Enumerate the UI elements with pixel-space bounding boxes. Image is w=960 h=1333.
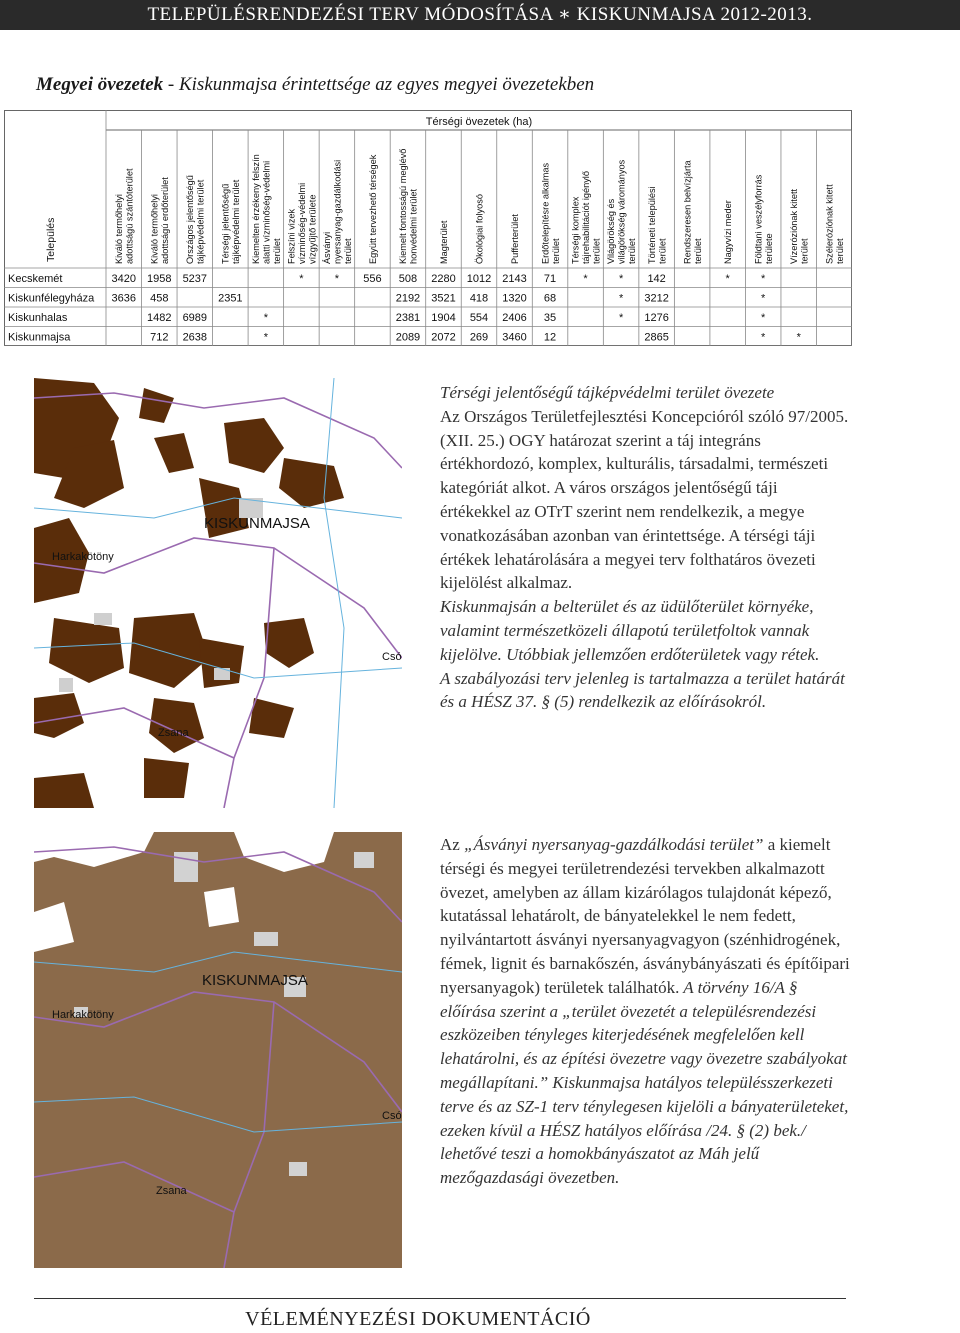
row-settlement: Kiskunfélegyháza bbox=[8, 292, 95, 305]
column-header: Együtt tervezhető térségek bbox=[367, 154, 378, 264]
row-settlement: Kiskunhalas bbox=[8, 311, 68, 324]
column-header: terület bbox=[342, 238, 353, 264]
column-header: terület bbox=[627, 238, 638, 264]
column-header: Nagyvízi meder bbox=[723, 200, 734, 264]
table-cell: 556 bbox=[363, 272, 382, 285]
column-header: adottságú szántóterület bbox=[124, 168, 135, 264]
column-header: világörökség várományos bbox=[616, 159, 627, 264]
column-header: Kiemelten érzékeny felszín bbox=[250, 154, 261, 264]
column-header: területe bbox=[763, 233, 774, 264]
landscape-italic-1: Kiskunmajsán a belterület és az üdülőterület környéke, valamint természetközeli állapotú területfoltok vannak kijelölve. Utóbbiak jellemzően erdőterületek vagy rétek. bbox=[440, 597, 820, 664]
column-header: Magterület bbox=[438, 220, 449, 264]
column-header: tájrehabilitációt igénylő bbox=[581, 171, 592, 264]
table-cell: 458 bbox=[150, 292, 169, 305]
table-cell: 2638 bbox=[182, 331, 208, 344]
table-cell: 2089 bbox=[395, 331, 421, 344]
column-header: terület bbox=[834, 238, 845, 264]
mineral-lead: Az bbox=[440, 835, 465, 854]
table-cell: 1958 bbox=[147, 272, 172, 285]
table-cell: * bbox=[618, 311, 624, 324]
table-cell: 712 bbox=[150, 331, 169, 344]
column-header: Felszíni vizek bbox=[286, 208, 297, 264]
table-cell: * bbox=[761, 272, 766, 285]
mineral-body: a kiemelt térségi és megyei területrendezési tervekben alkalmazott övezet, amelyben az állam kizárólagos tulajdonát képező, kutatással lehatárolt, de bányatelekkel le nem fedett, nyilvántartott ásványi nyersanyagvagyon (szénhidrogének, fémek, lignit és barnakőszén, ásványbányászati és építőipari nyersanyagok) területek találhatók. bbox=[440, 835, 850, 997]
first-col-header: Település bbox=[45, 217, 57, 262]
table-cell: * bbox=[583, 272, 588, 285]
table-cell: * bbox=[299, 272, 304, 285]
table-cell: 2406 bbox=[502, 311, 527, 324]
table-cell: 2351 bbox=[218, 292, 243, 305]
table-cell: 35 bbox=[543, 311, 557, 324]
table-cell: 1276 bbox=[644, 311, 669, 324]
table-cell: 2280 bbox=[431, 272, 456, 285]
table-cell: * bbox=[796, 331, 801, 344]
table-cell: * bbox=[761, 331, 766, 344]
column-header: terület bbox=[550, 238, 561, 264]
table-cell: * bbox=[618, 292, 624, 305]
column-header: Rendszeresen belvízjárta bbox=[682, 160, 693, 264]
table-cell: 1482 bbox=[147, 311, 172, 324]
table-cell: 68 bbox=[543, 292, 557, 305]
map2-city-label: KISKUNMAJSA bbox=[202, 972, 308, 989]
table-cell: * bbox=[761, 311, 766, 324]
mineral-text bbox=[440, 833, 850, 1190]
table-cell: * bbox=[263, 331, 268, 344]
column-header: terület bbox=[591, 238, 602, 264]
column-header: Pufferterület bbox=[510, 214, 521, 264]
page-header bbox=[0, 0, 960, 30]
table-cell: 2072 bbox=[431, 331, 456, 344]
landscape-protection-map bbox=[34, 378, 402, 808]
table-cell: 6989 bbox=[182, 311, 208, 324]
column-header: Kiváló termőhelyi bbox=[114, 194, 125, 264]
map1-west-label: Harkakötöny bbox=[52, 551, 114, 563]
column-header: alatti vízminőség-védelmi bbox=[261, 160, 272, 264]
column-header: Széleróziónak kitett bbox=[824, 184, 835, 264]
table-cell: * bbox=[761, 292, 766, 305]
map2-south-label: Zsana bbox=[156, 1185, 187, 1197]
table-cell: 554 bbox=[469, 311, 489, 324]
column-header: tájképvédelmi terület bbox=[231, 179, 242, 264]
column-header: Erdőtelepítésre alkalmas bbox=[540, 162, 551, 264]
zones-table-svg bbox=[4, 110, 852, 346]
header-title: TELEPÜLÉSRENDEZÉSI TERV MÓDOSÍTÁSA ∗ KISKUNMAJSA 2012-2013. bbox=[147, 4, 813, 25]
column-header: terület bbox=[271, 238, 282, 264]
table-cell: 12 bbox=[543, 331, 557, 344]
column-header: Történeti települési bbox=[646, 186, 657, 264]
row-settlement: Kecskemét bbox=[8, 272, 63, 285]
map1-south-label: Zsana bbox=[158, 727, 189, 739]
column-header: Térségi komplex bbox=[570, 196, 581, 264]
column-header: terület bbox=[692, 238, 703, 264]
map2-west-label: Harkakötöny bbox=[52, 1009, 114, 1021]
table-cell: 2381 bbox=[395, 311, 421, 324]
landscape-intro: Térségi jelentőségű tájképvédelmi terület övezete bbox=[440, 383, 775, 402]
column-header: vízgyűjtő területe bbox=[307, 194, 318, 264]
landscape-protection-map-svg bbox=[34, 378, 402, 808]
column-header: Országos jelentőségű bbox=[185, 175, 196, 264]
table-cell: 3420 bbox=[111, 272, 137, 285]
landscape-body: Az Országos Területfejlesztési Koncepcióról szóló 97/2005. (XII. 25.) OGY határozat szerint a táj integráns értékhordozó, komplex, kulturális, társadalmi, természeti kategóriát alkot. A város országos jelentőségű táji értékekkel az OTrT szerint nem rendelkezik, a megye vonatkozásában azonban van érintettsége. A térségi táji értékek lehatárolására a megyei terv folthatáros övezeti kijelölést alkalmaz. bbox=[440, 406, 849, 593]
column-header: tájképvédelmi terület bbox=[195, 179, 206, 264]
landscape-text bbox=[440, 381, 850, 714]
column-header: Ásványi bbox=[321, 231, 332, 264]
footer-text: VÉLEMÉNYEZÉSI DOKUMENTÁCIÓ bbox=[245, 1308, 591, 1330]
table-cell: 508 bbox=[398, 272, 418, 285]
group-header: Térségi övezetek (ha) bbox=[425, 116, 533, 128]
table-cell: 142 bbox=[647, 272, 666, 285]
column-header: Kiemelt fontosságú meglévő bbox=[398, 148, 409, 264]
column-header: terület bbox=[657, 238, 668, 264]
column-header: Kiváló termőhelyi bbox=[149, 194, 160, 264]
mineral-resource-map bbox=[34, 832, 402, 1268]
column-header: honvédelmi terület bbox=[408, 188, 419, 264]
column-header: Világörökség és bbox=[606, 198, 617, 264]
table-cell: 1320 bbox=[502, 292, 527, 305]
column-header: Vízeróziónak kitett bbox=[788, 188, 799, 264]
table-cell: 3212 bbox=[644, 292, 669, 305]
table-cell: 1012 bbox=[466, 272, 492, 285]
mineral-term: „Ásványi nyersanyag-gazdálkodási terület” bbox=[464, 835, 764, 854]
column-header: nyersanyag-gazdálkodási bbox=[332, 159, 343, 264]
table-cell: 1904 bbox=[431, 311, 456, 324]
table-cell: 3636 bbox=[111, 292, 137, 305]
map2-east-label: Csó bbox=[382, 1110, 402, 1122]
mineral-italic: A törvény 16/A § előírása szerint a „terület övezetét a településrendezési eszközeiben tényleges kiterjedésének megfelelően kell lehatárolni, és az építési övezetre vagy övezetre szabályokat megállapítani.” Kiskunmajsa hatályos településszerkezeti terve és az SZ-1 terv ténylegesen kijelöli a bányaterületeket, ezeken kívül a HÉSZ hatályos előírása /24. § (2) bek./ lehetővé teszi a homokbányászatot az Máh jelű mezőgazdasági övezetben. bbox=[440, 977, 849, 1188]
row-settlement: Kiskunmajsa bbox=[8, 331, 71, 344]
map1-east-label: Csó bbox=[382, 651, 402, 663]
table-cell: * bbox=[725, 272, 730, 285]
table-cell: 2143 bbox=[502, 272, 527, 285]
table-cell: * bbox=[334, 272, 340, 285]
footer-divider bbox=[34, 1298, 846, 1299]
table-cell: * bbox=[618, 272, 624, 285]
column-header: adottságú erdőterület bbox=[160, 177, 171, 264]
page-footer bbox=[0, 1308, 836, 1331]
table-cell: * bbox=[263, 311, 268, 324]
zones-table bbox=[4, 110, 852, 346]
map1-city-label: KISKUNMAJSA bbox=[204, 515, 310, 532]
table-cell: 71 bbox=[543, 272, 557, 285]
table-cell: 3460 bbox=[502, 331, 527, 344]
table-cell: 2865 bbox=[644, 331, 669, 344]
table-cell: 418 bbox=[469, 292, 489, 305]
table-cell: 3521 bbox=[431, 292, 456, 305]
column-header: terület bbox=[799, 238, 810, 264]
section-title-rest: - Kiskunmajsa érintettsége az egyes megyei övezetekben bbox=[163, 74, 595, 95]
mineral-resource-map-svg bbox=[34, 832, 402, 1268]
column-header: Térségi jelentőségű bbox=[220, 183, 231, 264]
table-cell: 2192 bbox=[395, 292, 421, 305]
table-cell: 5237 bbox=[182, 272, 208, 285]
table-cell: 269 bbox=[469, 331, 489, 344]
column-header: vízminőség-védelmi bbox=[296, 182, 307, 264]
section-title-bold: Megyei övezetek bbox=[36, 74, 164, 95]
column-header: Ökológiai folyosó bbox=[474, 194, 485, 264]
column-header: Földtani veszélyforrás bbox=[753, 174, 764, 264]
section-title bbox=[36, 74, 594, 96]
landscape-italic-2: A szabályozási terv jelenleg is tartalmazza a terület határát és a HÉSZ 37. § (5) rendelkezik az előírásokról. bbox=[440, 668, 845, 712]
